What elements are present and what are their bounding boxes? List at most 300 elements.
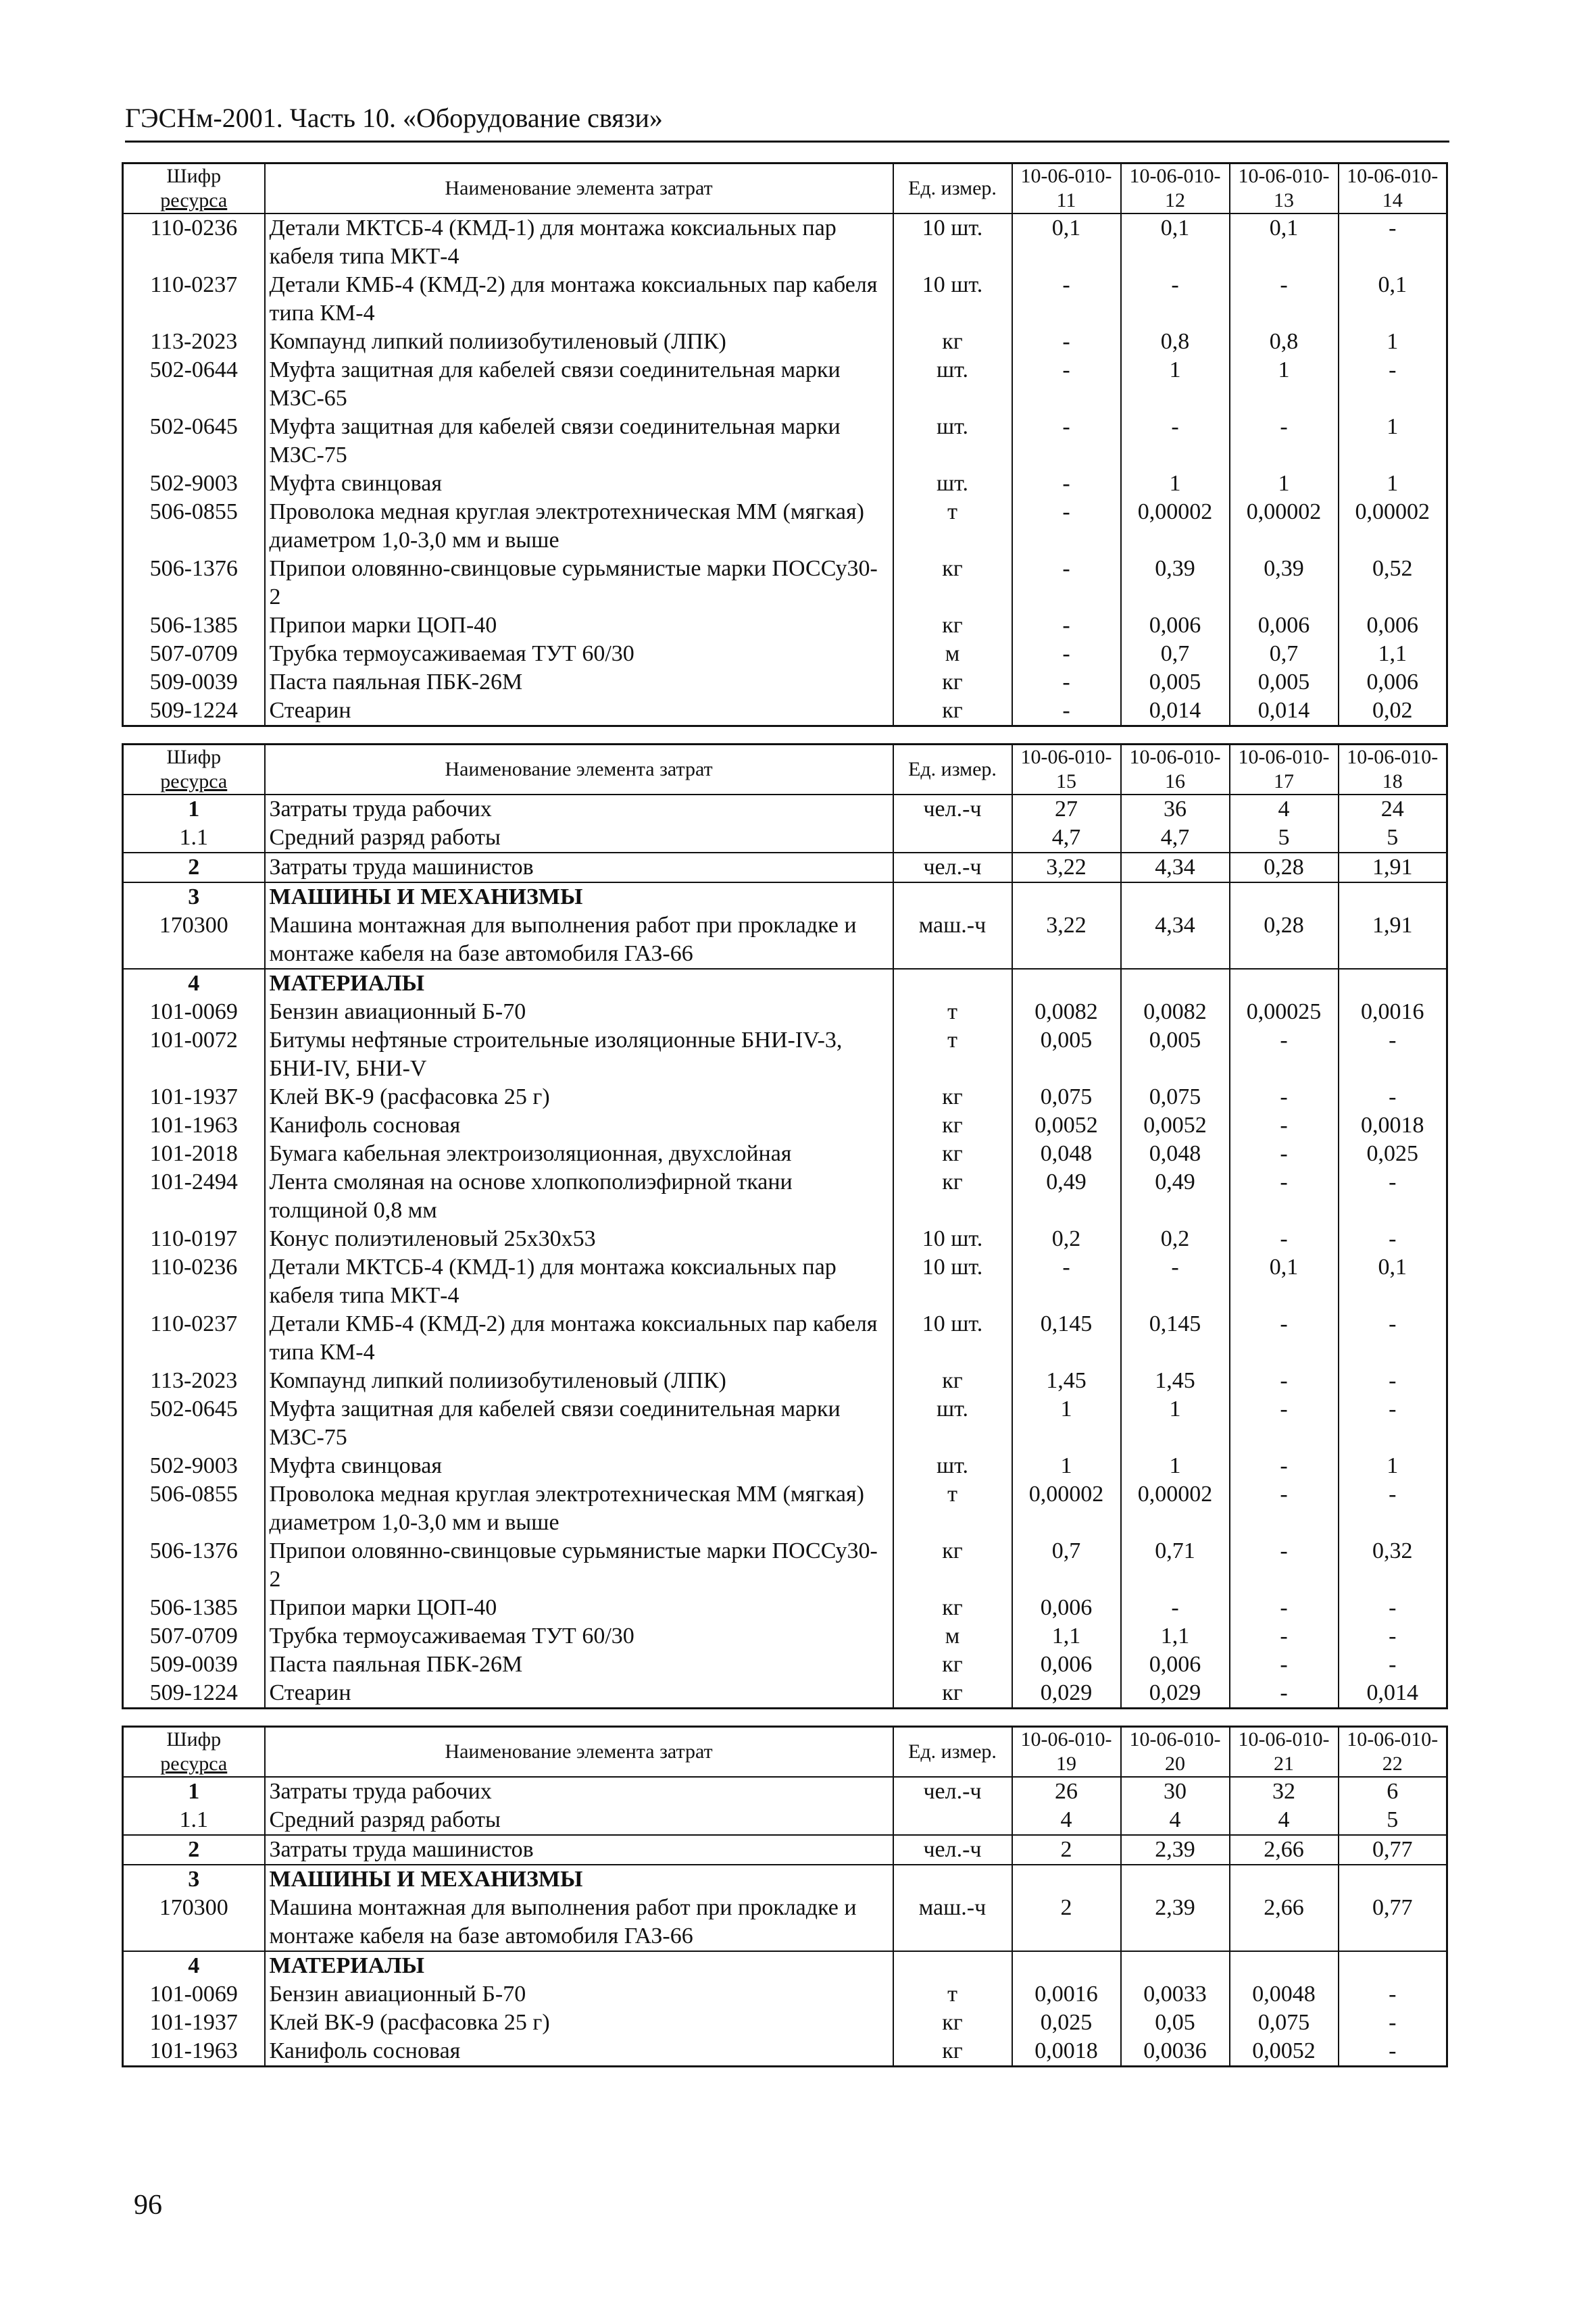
resource-value: -: [1339, 2009, 1447, 2037]
resource-value: -: [1339, 356, 1447, 413]
table-row: [123, 1777, 1447, 1806]
resource-value: -: [1121, 1253, 1230, 1310]
resource-unit: кг: [893, 611, 1012, 640]
resource-value: -: [1230, 1168, 1339, 1225]
resource-unit: кг: [893, 328, 1012, 356]
header-unit: Ед. измер.: [893, 745, 1012, 795]
table-row: [123, 882, 1447, 911]
resource-unit: кг: [893, 2009, 1012, 2037]
resource-name: Припои оловянно-свинцовые сурьмянистые марки ПОССу30-2: [265, 555, 893, 611]
resource-name: Компаунд липкий полиизобутиленовый (ЛПК): [265, 1367, 893, 1395]
resource-value: 0,029: [1121, 1679, 1230, 1709]
resource-name: МАШИНЫ И МЕХАНИЗМЫ: [265, 882, 893, 911]
resource-value: 27: [1012, 795, 1121, 824]
table-row: [123, 1253, 1447, 1310]
resource-value: [1339, 1951, 1447, 1980]
resource-value: 0,0036: [1121, 2037, 1230, 2067]
resource-name: Детали КМБ-4 (КМД-2) для монтажа коксиальных пар кабеля типа КМ-4: [265, 271, 893, 328]
resource-value: 1: [1012, 1452, 1121, 1480]
resource-value: 1,45: [1121, 1367, 1230, 1395]
resource-unit: шт.: [893, 356, 1012, 413]
resource-value: 1: [1230, 470, 1339, 498]
resource-code: 509-0039: [123, 1651, 265, 1679]
table-row: [123, 795, 1447, 824]
resource-value: -: [1012, 668, 1121, 697]
resource-value: 0,0082: [1012, 998, 1121, 1026]
table-header-row: [123, 164, 1447, 214]
resource-value: 0,025: [1012, 2009, 1121, 2037]
header-code-line2: ресурса: [160, 189, 228, 211]
resource-value: 4: [1230, 1806, 1339, 1835]
resource-code: 502-0645: [123, 413, 265, 470]
resource-unit: чел.-ч: [893, 1835, 1012, 1865]
table-row: [123, 853, 1447, 882]
resource-code: 3: [123, 882, 265, 911]
resource-value: -: [1012, 328, 1121, 356]
resource-code: 506-1385: [123, 1594, 265, 1622]
resource-value: 1,91: [1339, 853, 1447, 882]
resource-name: Муфта свинцовая: [265, 1452, 893, 1480]
resource-value: 2,66: [1230, 1894, 1339, 1951]
resource-code: 509-1224: [123, 1679, 265, 1709]
resource-unit: кг: [893, 555, 1012, 611]
resource-unit: шт.: [893, 413, 1012, 470]
table-row: [123, 1651, 1447, 1679]
resource-code: 3: [123, 1865, 265, 1894]
table-header-row: [123, 745, 1447, 795]
resource-value: -: [1012, 470, 1121, 498]
resource-code: 170300: [123, 911, 265, 969]
resource-value: 0,52: [1339, 555, 1447, 611]
resource-value: -: [1230, 1310, 1339, 1367]
resource-value: 0,025: [1339, 1140, 1447, 1168]
resource-code: 502-9003: [123, 470, 265, 498]
resource-name: Лента смоляная на основе хлопкополиэфирной ткани толщиной 0,8 мм: [265, 1168, 893, 1225]
resource-value: 1: [1012, 1395, 1121, 1452]
resource-value: 0,71: [1121, 1537, 1230, 1594]
resource-code: 2: [123, 1835, 265, 1865]
page-header: [125, 101, 1449, 143]
resource-value: 2,39: [1121, 1835, 1230, 1865]
resource-value: 0,0052: [1230, 2037, 1339, 2067]
resource-value: 0,32: [1339, 1537, 1447, 1594]
resource-code: 101-0069: [123, 1980, 265, 2009]
resource-value: 32: [1230, 1777, 1339, 1806]
table-row: [123, 470, 1447, 498]
resource-code: 1: [123, 795, 265, 824]
header-code-line2: ресурса: [160, 1753, 228, 1775]
resource-value: 30: [1121, 1777, 1230, 1806]
header-code: [123, 745, 265, 795]
resource-name: Припои марки ЦОП-40: [265, 611, 893, 640]
resource-value: 26: [1012, 1777, 1121, 1806]
table-row: [123, 611, 1447, 640]
resource-name: Детали МКТСБ-4 (КМД-1) для монтажа коксиальных пар кабеля типа МКТ-4: [265, 1253, 893, 1310]
resource-value: 4,34: [1121, 911, 1230, 969]
resource-code: 502-9003: [123, 1452, 265, 1480]
resource-value: 0,005: [1121, 1026, 1230, 1083]
resource-value: 0,02: [1339, 697, 1447, 726]
resource-value: 0,029: [1012, 1679, 1121, 1709]
table-row: [123, 1083, 1447, 1111]
resource-value: -: [1339, 2037, 1447, 2067]
resource-value: -: [1121, 413, 1230, 470]
resource-unit: маш.-ч: [893, 1894, 1012, 1951]
resource-name: МАШИНЫ И МЕХАНИЗМЫ: [265, 1865, 893, 1894]
resource-unit: кг: [893, 1594, 1012, 1622]
resource-value: 4,7: [1012, 824, 1121, 853]
resource-value: -: [1230, 271, 1339, 328]
resource-value: -: [1121, 271, 1230, 328]
resource-value: 0,00002: [1121, 1480, 1230, 1537]
resource-value: -: [1230, 1594, 1339, 1622]
resource-value: -: [1230, 1622, 1339, 1651]
resource-value: -: [1012, 697, 1121, 726]
resource-value: 0,0018: [1012, 2037, 1121, 2067]
resource-value: 0,7: [1121, 640, 1230, 668]
resource-value: -: [1339, 1651, 1447, 1679]
resource-value: [1121, 1865, 1230, 1894]
table-row: [123, 1594, 1447, 1622]
resource-table: [122, 1726, 1448, 2067]
header-name: Наименование элемента затрат: [265, 1727, 893, 1778]
resource-value: 2,39: [1121, 1894, 1230, 1951]
resource-value: 0,005: [1012, 1026, 1121, 1083]
resource-value: 3,22: [1012, 853, 1121, 882]
resource-value: -: [1230, 1111, 1339, 1140]
resource-value: 0,1: [1339, 1253, 1447, 1310]
resource-code: 101-1963: [123, 2037, 265, 2067]
resource-value: 0,1: [1339, 271, 1447, 328]
resource-value: 0,0018: [1339, 1111, 1447, 1140]
resource-table: [122, 743, 1448, 1709]
resource-value: [1121, 969, 1230, 998]
resource-value: 0,0016: [1012, 1980, 1121, 2009]
resource-value: 2: [1012, 1894, 1121, 1951]
table-row: [123, 668, 1447, 697]
resource-unit: т: [893, 1026, 1012, 1083]
table-row: [123, 1622, 1447, 1651]
resource-name: Детали МКТСБ-4 (КМД-1) для монтажа коксиальных пар кабеля типа МКТ-4: [265, 213, 893, 271]
resource-code: 506-1376: [123, 1537, 265, 1594]
resource-value: -: [1339, 1367, 1447, 1395]
table-row: [123, 356, 1447, 413]
resource-value: 0,1: [1121, 213, 1230, 271]
resource-code: 113-2023: [123, 1367, 265, 1395]
resource-value: -: [1230, 1651, 1339, 1679]
resource-unit: 10 шт.: [893, 1225, 1012, 1253]
resource-code: 506-0855: [123, 498, 265, 555]
resource-value: 4,34: [1121, 853, 1230, 882]
resource-value: -: [1339, 1310, 1447, 1367]
resource-code: 101-2494: [123, 1168, 265, 1225]
resource-name: Муфта защитная для кабелей связи соединительная марки МЗС-65: [265, 356, 893, 413]
resource-value: [1012, 1951, 1121, 1980]
resource-value: -: [1230, 1395, 1339, 1452]
resource-value: -: [1339, 1026, 1447, 1083]
header-code: [123, 1727, 265, 1778]
resource-value: -: [1012, 271, 1121, 328]
table-row: [123, 911, 1447, 969]
page-header-title: ГЭСНм-2001. Часть 10. «Оборудование связи»: [125, 103, 663, 133]
table-row: [123, 824, 1447, 853]
resource-code: 110-0236: [123, 1253, 265, 1310]
table-row: [123, 1835, 1447, 1865]
resource-value: -: [1230, 413, 1339, 470]
header-norm-code: 10-06-010-18: [1339, 745, 1447, 795]
resource-value: 0,05: [1121, 2009, 1230, 2037]
resource-unit: кг: [893, 1367, 1012, 1395]
resource-name: Детали КМБ-4 (КМД-2) для монтажа коксиальных пар кабеля типа КМ-4: [265, 1310, 893, 1367]
resource-name: Затраты труда машинистов: [265, 853, 893, 882]
resource-name: Бумага кабельная электроизоляционная, двухслойная: [265, 1140, 893, 1168]
header-norm-code: 10-06-010-12: [1121, 164, 1230, 214]
resource-unit: [893, 969, 1012, 998]
resource-unit: 10 шт.: [893, 1253, 1012, 1310]
header-norm-code: 10-06-010-22: [1339, 1727, 1447, 1778]
header-code-line1: Шифр: [166, 165, 222, 187]
table-row: [123, 213, 1447, 271]
table-row: [123, 1367, 1447, 1395]
resource-value: 0,8: [1230, 328, 1339, 356]
resource-code: 509-1224: [123, 697, 265, 726]
resource-code: 507-0709: [123, 640, 265, 668]
resource-name: Трубка термоусаживаемая ТУТ 60/30: [265, 640, 893, 668]
table-row: [123, 1980, 1447, 2009]
table-row: [123, 1894, 1447, 1951]
resource-value: -: [1012, 611, 1121, 640]
resource-code: 110-0237: [123, 1310, 265, 1367]
resource-value: 1: [1339, 470, 1447, 498]
resource-value: 0,075: [1012, 1083, 1121, 1111]
resource-value: 0,28: [1230, 911, 1339, 969]
resource-unit: 10 шт.: [893, 213, 1012, 271]
resource-code: 101-1963: [123, 1111, 265, 1140]
resource-unit: 10 шт.: [893, 1310, 1012, 1367]
resource-value: -: [1339, 1225, 1447, 1253]
resource-name: МАТЕРИАЛЫ: [265, 969, 893, 998]
resource-name: Машина монтажная для выполнения работ при прокладке и монтаже кабеля на базе автомобиля ГАЗ-66: [265, 911, 893, 969]
header-norm-code: 10-06-010-15: [1012, 745, 1121, 795]
resource-unit: т: [893, 1980, 1012, 2009]
resource-name: Средний разряд работы: [265, 1806, 893, 1835]
resource-value: -: [1012, 640, 1121, 668]
resource-unit: шт.: [893, 470, 1012, 498]
resource-code: 502-0645: [123, 1395, 265, 1452]
resource-value: 4: [1230, 795, 1339, 824]
resource-name: Битумы нефтяные строительные изоляционные БНИ-IV-3, БНИ-IV, БНИ-V: [265, 1026, 893, 1083]
resource-name: Проволока медная круглая электротехническая ММ (мягкая) диаметром 1,0-3,0 мм и выше: [265, 1480, 893, 1537]
resource-value: 0,0016: [1339, 998, 1447, 1026]
table-row: [123, 1111, 1447, 1140]
resource-code: 101-0072: [123, 1026, 265, 1083]
resource-name: Компаунд липкий полиизобутиленовый (ЛПК): [265, 328, 893, 356]
resource-value: -: [1230, 1537, 1339, 1594]
resource-value: -: [1012, 356, 1121, 413]
resource-table: [122, 162, 1448, 727]
resource-name: Проволока медная круглая электротехническая ММ (мягкая) диаметром 1,0-3,0 мм и выше: [265, 498, 893, 555]
resource-value: 0,39: [1230, 555, 1339, 611]
resource-value: 1: [1339, 328, 1447, 356]
resource-value: -: [1339, 213, 1447, 271]
resource-code: 101-1937: [123, 2009, 265, 2037]
header-norm-code: 10-06-010-17: [1230, 745, 1339, 795]
table-row: [123, 969, 1447, 998]
resource-value: 4: [1012, 1806, 1121, 1835]
header-norm-code: 10-06-010-13: [1230, 164, 1339, 214]
resource-value: 2: [1012, 1835, 1121, 1865]
resource-value: 0,075: [1121, 1083, 1230, 1111]
resource-value: 1,1: [1012, 1622, 1121, 1651]
resource-unit: кг: [893, 1537, 1012, 1594]
resource-name: Машина монтажная для выполнения работ при прокладке и монтаже кабеля на базе автомобиля ГАЗ-66: [265, 1894, 893, 1951]
header-name: Наименование элемента затрат: [265, 745, 893, 795]
resource-value: 0,006: [1121, 611, 1230, 640]
resource-value: 0,006: [1339, 611, 1447, 640]
header-name: Наименование элемента затрат: [265, 164, 893, 214]
header-norm-code: 10-06-010-19: [1012, 1727, 1121, 1778]
resource-value: 0,39: [1121, 555, 1230, 611]
resource-value: 0,00002: [1121, 498, 1230, 555]
resource-value: -: [1012, 498, 1121, 555]
resource-value: 0,048: [1121, 1140, 1230, 1168]
resource-name: Клей ВК-9 (расфасовка 25 г): [265, 2009, 893, 2037]
resource-unit: шт.: [893, 1395, 1012, 1452]
resource-value: 3,22: [1012, 911, 1121, 969]
table-row: [123, 998, 1447, 1026]
resource-value: 0,006: [1012, 1651, 1121, 1679]
resource-unit: [893, 1865, 1012, 1894]
resource-code: 170300: [123, 1894, 265, 1951]
resource-value: [1230, 1865, 1339, 1894]
resource-value: 0,006: [1121, 1651, 1230, 1679]
resource-value: -: [1230, 1026, 1339, 1083]
page-number: 96: [134, 2190, 162, 2221]
resource-value: 0,014: [1121, 697, 1230, 726]
resource-code: 1.1: [123, 824, 265, 853]
resource-value: [1230, 1951, 1339, 1980]
table-row: [123, 1480, 1447, 1537]
resource-value: 2,66: [1230, 1835, 1339, 1865]
resource-value: [1339, 1865, 1447, 1894]
resource-value: -: [1230, 1452, 1339, 1480]
resource-value: -: [1339, 1168, 1447, 1225]
resource-unit: чел.-ч: [893, 795, 1012, 824]
resource-value: -: [1012, 555, 1121, 611]
resource-value: 1,1: [1121, 1622, 1230, 1651]
table-row: [123, 555, 1447, 611]
resource-value: 0,0082: [1121, 998, 1230, 1026]
resource-unit: кг: [893, 697, 1012, 726]
resource-value: 0,8: [1121, 328, 1230, 356]
table-row: [123, 697, 1447, 726]
resource-unit: чел.-ч: [893, 853, 1012, 882]
resource-value: 0,048: [1012, 1140, 1121, 1168]
resource-value: 5: [1339, 824, 1447, 853]
resource-value: 0,145: [1012, 1310, 1121, 1367]
resource-unit: кг: [893, 1140, 1012, 1168]
resource-value: 5: [1230, 824, 1339, 853]
resource-value: [1012, 1865, 1121, 1894]
resource-value: 0,005: [1230, 668, 1339, 697]
resource-value: 0,49: [1012, 1168, 1121, 1225]
resource-name: Припои марки ЦОП-40: [265, 1594, 893, 1622]
header-code-line2: ресурса: [160, 770, 228, 793]
resource-value: -: [1339, 1395, 1447, 1452]
resource-value: -: [1121, 1594, 1230, 1622]
resource-value: 0,00025: [1230, 998, 1339, 1026]
resource-value: -: [1339, 1594, 1447, 1622]
resource-code: 110-0237: [123, 271, 265, 328]
resource-name: Стеарин: [265, 697, 893, 726]
resource-code: 506-1376: [123, 555, 265, 611]
resource-unit: кг: [893, 1083, 1012, 1111]
resource-unit: кг: [893, 668, 1012, 697]
resource-name: Муфта свинцовая: [265, 470, 893, 498]
resource-unit: т: [893, 1480, 1012, 1537]
resource-code: 506-1385: [123, 611, 265, 640]
resource-name: Канифоль сосновая: [265, 2037, 893, 2067]
resource-name: Канифоль сосновая: [265, 1111, 893, 1140]
resource-value: -: [1230, 1083, 1339, 1111]
resource-value: 1: [1121, 1452, 1230, 1480]
resource-value: 4: [1121, 1806, 1230, 1835]
resource-value: 0,1: [1012, 213, 1121, 271]
resource-code: 101-0069: [123, 998, 265, 1026]
resource-value: -: [1230, 1367, 1339, 1395]
resource-unit: [893, 1951, 1012, 1980]
table-row: [123, 1806, 1447, 1835]
resource-value: -: [1230, 1225, 1339, 1253]
table-header-row: [123, 1727, 1447, 1778]
resource-code: 1: [123, 1777, 265, 1806]
resource-value: 0,006: [1230, 611, 1339, 640]
table-row: [123, 2037, 1447, 2067]
resource-name: Трубка термоусаживаемая ТУТ 60/30: [265, 1622, 893, 1651]
resource-value: [1339, 882, 1447, 911]
resource-value: 0,77: [1339, 1894, 1447, 1951]
table-row: [123, 1452, 1447, 1480]
resource-tables: [122, 162, 1446, 2084]
table-row: [123, 1951, 1447, 1980]
resource-value: 0,0052: [1012, 1111, 1121, 1140]
header-unit: Ед. измер.: [893, 164, 1012, 214]
resource-value: 0,2: [1121, 1225, 1230, 1253]
resource-name: Затраты труда рабочих: [265, 795, 893, 824]
resource-unit: м: [893, 640, 1012, 668]
table-row: [123, 413, 1447, 470]
resource-value: 6: [1339, 1777, 1447, 1806]
resource-value: 0,0048: [1230, 1980, 1339, 2009]
resource-value: 1: [1121, 356, 1230, 413]
resource-unit: кг: [893, 2037, 1012, 2067]
resource-name: Затраты труда рабочих: [265, 1777, 893, 1806]
table-row: [123, 1395, 1447, 1452]
resource-value: -: [1012, 413, 1121, 470]
resource-code: 4: [123, 1951, 265, 1980]
table-row: [123, 2009, 1447, 2037]
resource-name: Затраты труда машинистов: [265, 1835, 893, 1865]
resource-unit: [893, 1806, 1012, 1835]
resource-name: Бензин авиационный Б-70: [265, 1980, 893, 2009]
resource-unit: [893, 824, 1012, 853]
resource-value: 0,00002: [1339, 498, 1447, 555]
header-norm-code: 10-06-010-20: [1121, 1727, 1230, 1778]
resource-value: [1339, 969, 1447, 998]
table-row: [123, 640, 1447, 668]
resource-value: -: [1230, 1140, 1339, 1168]
resource-unit: шт.: [893, 1452, 1012, 1480]
